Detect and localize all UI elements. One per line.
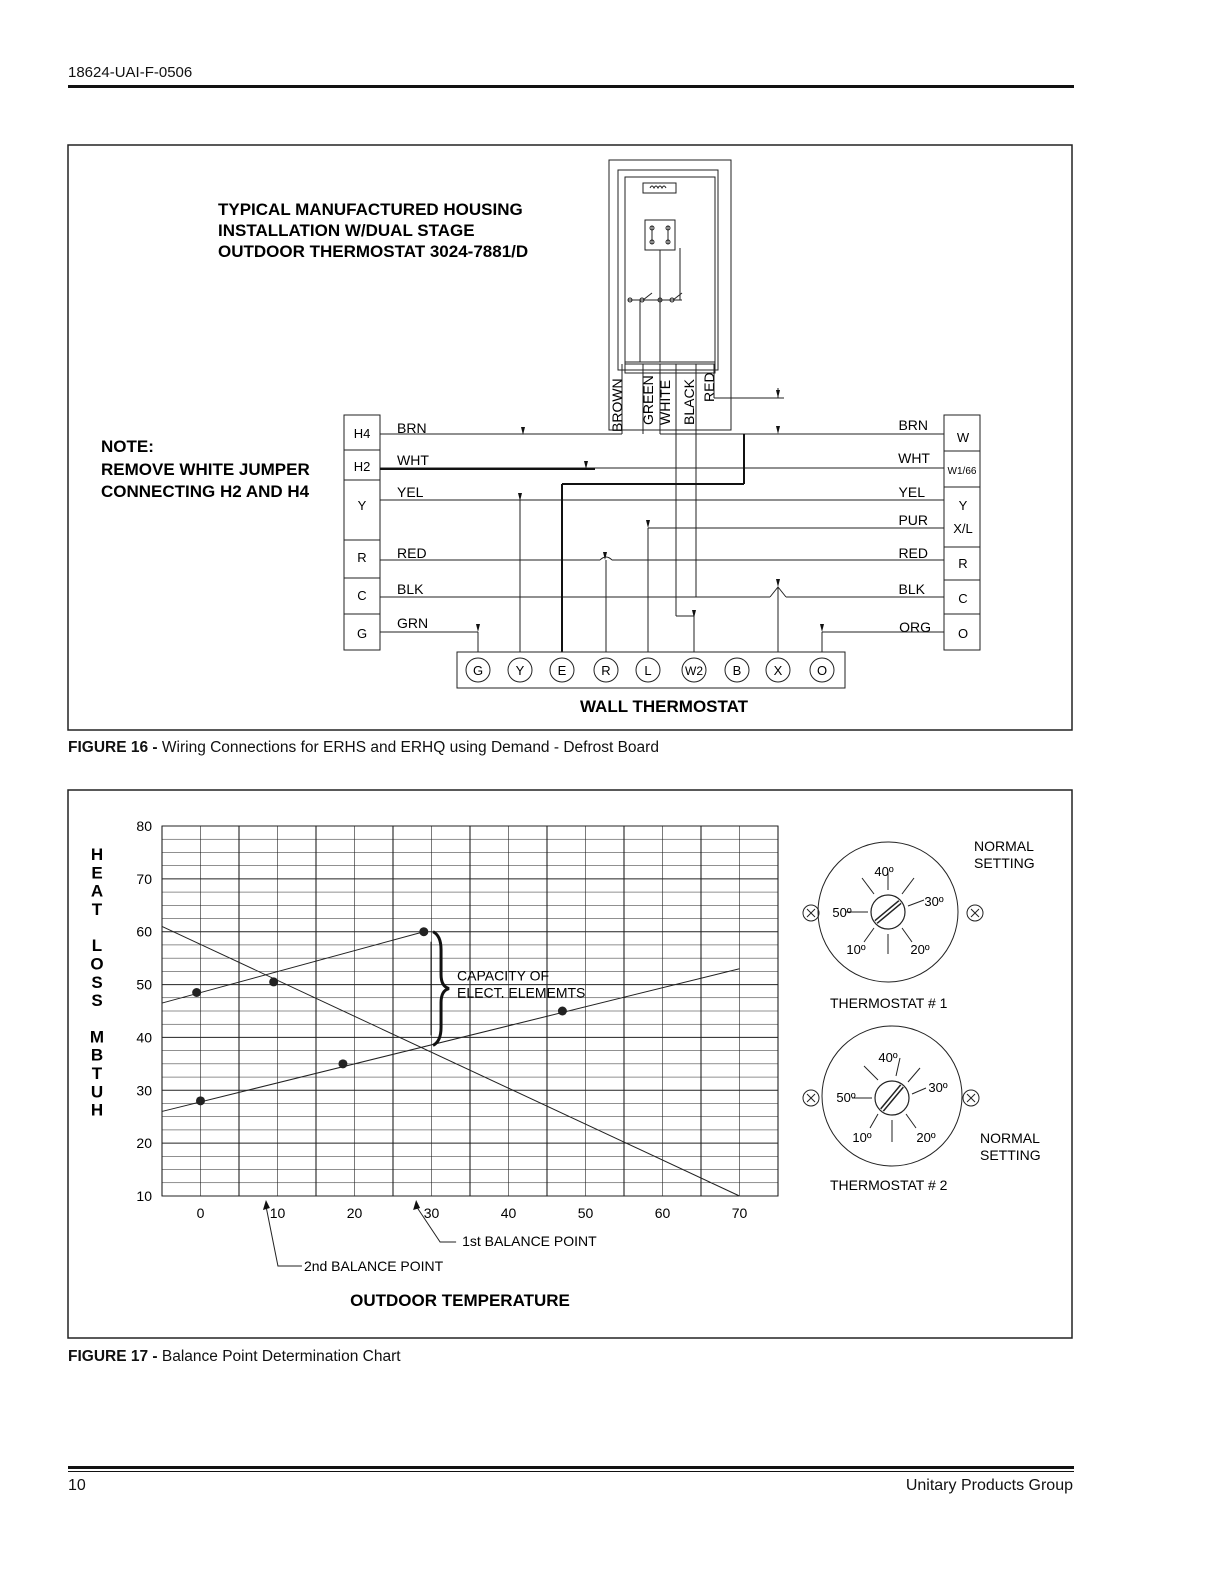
right-wire-blk: BLK bbox=[898, 581, 925, 597]
wire-label-brown: BROWN bbox=[609, 378, 625, 432]
note-line-1: NOTE: bbox=[101, 437, 154, 456]
figure-16-caption-text: Wiring Connections for ERHS and ERHQ using Demand - Defrost Board bbox=[161, 739, 659, 756]
terminal-g-left: G bbox=[356, 626, 368, 641]
dial-1-setting-line-2: SETTING bbox=[974, 855, 1035, 871]
dial-2-30: 30º bbox=[928, 1080, 948, 1095]
terminal-w1-66: W1/66 bbox=[947, 466, 977, 477]
terminal-r-left: R bbox=[357, 550, 367, 565]
chart-series bbox=[162, 926, 740, 1196]
first-balance-label: 1st BALANCE POINT bbox=[462, 1233, 597, 1249]
terminal-w: W bbox=[956, 430, 970, 445]
dial-2-20: 20º bbox=[916, 1130, 936, 1145]
y-tick-labels bbox=[136, 818, 152, 1204]
thermostat-1-dial-detail bbox=[832, 864, 943, 957]
wall-thermostat-label: WALL THERMOSTAT bbox=[579, 697, 749, 716]
left-wire-wht: WHT bbox=[397, 452, 429, 468]
dial-2-40: 40º bbox=[878, 1050, 898, 1065]
wall-terminal-r: R bbox=[601, 663, 611, 678]
data-point-2 bbox=[269, 977, 278, 986]
x-tick-60: 60 bbox=[654, 1205, 671, 1221]
right-wire-pur: PUR bbox=[898, 512, 928, 528]
wire-label-black: BLACK bbox=[681, 379, 697, 425]
dial-1-10: 10º bbox=[846, 942, 866, 957]
x-tick-10: 10 bbox=[269, 1205, 286, 1221]
right-wire-labels bbox=[898, 417, 931, 635]
wall-terminal-b: B bbox=[732, 663, 742, 678]
x-axis-label: OUTDOOR TEMPERATURE bbox=[350, 1291, 570, 1310]
data-point-3 bbox=[419, 927, 428, 936]
x-tick-20: 20 bbox=[346, 1205, 363, 1221]
series-line-1 bbox=[162, 926, 740, 1196]
dial-2-setting-line-1: NORMAL bbox=[980, 1130, 1040, 1146]
terminal-c-left: C bbox=[357, 588, 367, 603]
x-tick-40: 40 bbox=[500, 1205, 517, 1221]
first-balance-arrow bbox=[413, 1200, 420, 1210]
wire-label-red: RED bbox=[701, 372, 717, 402]
left-terminal-labels bbox=[354, 426, 371, 641]
wiring-title-line-1: TYPICAL MANUFACTURED HOUSING bbox=[218, 200, 523, 219]
figure-16-wiring-diagram bbox=[0, 0, 1212, 740]
series-line-3 bbox=[162, 932, 424, 1003]
terminal-x-l: X/L bbox=[953, 521, 973, 536]
left-wire-blk: BLK bbox=[397, 581, 424, 597]
y-axis-label: H E A T L O S S M B T U H bbox=[89, 845, 105, 1120]
terminal-h2: H2 bbox=[353, 459, 371, 474]
thermostat-2-dial-detail bbox=[836, 1050, 947, 1145]
wiring-title-line-3: OUTDOOR THERMOSTAT 3024-7881/D bbox=[218, 242, 529, 261]
y-tick-40: 40 bbox=[136, 1029, 152, 1046]
note-line-2: REMOVE WHITE JUMPER bbox=[101, 460, 310, 479]
right-terminal-labels bbox=[948, 430, 977, 641]
footer-rule-thin bbox=[68, 1471, 1074, 1472]
terminal-r-right: R bbox=[958, 556, 968, 571]
y-tick-10: 10 bbox=[136, 1188, 152, 1204]
dial-2-10: 10º bbox=[852, 1130, 872, 1145]
data-point-5 bbox=[338, 1059, 347, 1068]
y-tick-20: 20 bbox=[136, 1135, 152, 1152]
dial-2-50: 50º bbox=[836, 1090, 856, 1105]
dial-2-setting-line-2: SETTING bbox=[980, 1147, 1041, 1163]
dial-2-name: THERMOSTAT # 2 bbox=[830, 1177, 948, 1193]
figure-16-caption bbox=[68, 739, 659, 757]
wire-label-white: WHITE bbox=[657, 379, 673, 425]
data-point-6 bbox=[558, 1007, 567, 1016]
left-wire-yel: YEL bbox=[397, 484, 424, 500]
left-wire-red: RED bbox=[397, 545, 427, 561]
capacity-label-line-1: CAPACITY OF bbox=[457, 967, 550, 984]
outdoor-wire-labels bbox=[609, 372, 717, 432]
dial-1-30: 30º bbox=[924, 894, 944, 909]
right-wire-yel: YEL bbox=[898, 484, 925, 500]
right-wire-red: RED bbox=[898, 545, 928, 561]
dial-1-50: 50º bbox=[832, 905, 852, 920]
right-wire-wht: WHT bbox=[898, 450, 930, 466]
x-tick-0: 0 bbox=[196, 1205, 205, 1221]
note-line-3: CONNECTING H2 AND H4 bbox=[101, 482, 310, 501]
y-tick-50: 50 bbox=[136, 976, 152, 993]
footer-rule-thick bbox=[68, 1466, 1074, 1469]
dial-1-setting-line-1: NORMAL bbox=[974, 838, 1034, 854]
chart-grid bbox=[162, 826, 778, 1196]
second-balance-label: 2nd BALANCE POINT bbox=[303, 1258, 444, 1274]
dial-1-name: THERMOSTAT # 1 bbox=[830, 995, 948, 1011]
dial-1-40: 40º bbox=[874, 864, 894, 879]
figure-17-balance-chart bbox=[0, 780, 1212, 1360]
terminal-y-right: Y bbox=[958, 498, 968, 513]
y-tick-30: 30 bbox=[136, 1082, 152, 1099]
wire-label-green: GREEN bbox=[640, 375, 656, 425]
capacity-brace bbox=[433, 932, 449, 1046]
right-wire-org: ORG bbox=[899, 619, 931, 635]
x-tick-30: 30 bbox=[423, 1205, 440, 1221]
page-number: 10 bbox=[68, 1477, 86, 1494]
wall-terminal-e: E bbox=[557, 663, 567, 678]
left-terminal-strip bbox=[344, 415, 380, 650]
x-tick-labels bbox=[197, 1205, 748, 1221]
wall-terminal-x: X bbox=[773, 663, 783, 678]
y-tick-70: 70 bbox=[136, 870, 152, 887]
left-wire-labels bbox=[397, 420, 429, 631]
wall-terminal-labels bbox=[473, 663, 827, 678]
y-tick-60: 60 bbox=[136, 923, 152, 940]
figure-17-caption-label: FIGURE 17 - bbox=[68, 1348, 158, 1365]
wiring-title-line-2: INSTALLATION W/DUAL STAGE bbox=[218, 221, 475, 240]
wall-terminal-o: O bbox=[816, 663, 828, 678]
chart-points bbox=[192, 927, 567, 1105]
terminal-c-right: C bbox=[958, 591, 968, 606]
x-tick-50: 50 bbox=[577, 1205, 594, 1221]
document-code: 18624-UAI-F-0506 bbox=[68, 64, 193, 81]
figure-17-caption-text: Balance Point Determination Chart bbox=[161, 1348, 401, 1365]
capacity-label-line-2: ELECT. ELEMEMTS bbox=[457, 984, 586, 1001]
dial-1-20: 20º bbox=[910, 942, 930, 957]
terminal-h4: H4 bbox=[353, 426, 371, 441]
terminal-o-right: O bbox=[957, 626, 969, 641]
footer-brand: Unitary Products Group bbox=[905, 1477, 1073, 1494]
wall-terminal-g: G bbox=[472, 663, 484, 678]
terminal-y-left: Y bbox=[357, 498, 367, 513]
wall-terminal-l: L bbox=[644, 663, 652, 678]
wall-terminal-y: Y bbox=[515, 663, 525, 678]
wall-terminal-w2: W2 bbox=[685, 664, 703, 678]
data-point-4 bbox=[196, 1096, 205, 1105]
y-tick-80: 80 bbox=[136, 818, 152, 834]
bold-wires bbox=[380, 434, 744, 652]
data-point-1 bbox=[192, 988, 201, 997]
right-wire-brn: BRN bbox=[898, 417, 928, 433]
left-wire-grn: GRN bbox=[397, 615, 429, 631]
wire-arrow-markers bbox=[476, 390, 824, 632]
left-wire-brn: BRN bbox=[397, 420, 427, 436]
figure-17-caption bbox=[68, 1348, 401, 1366]
x-tick-70: 70 bbox=[731, 1205, 748, 1221]
figure-16-caption-label: FIGURE 16 - bbox=[68, 739, 158, 756]
